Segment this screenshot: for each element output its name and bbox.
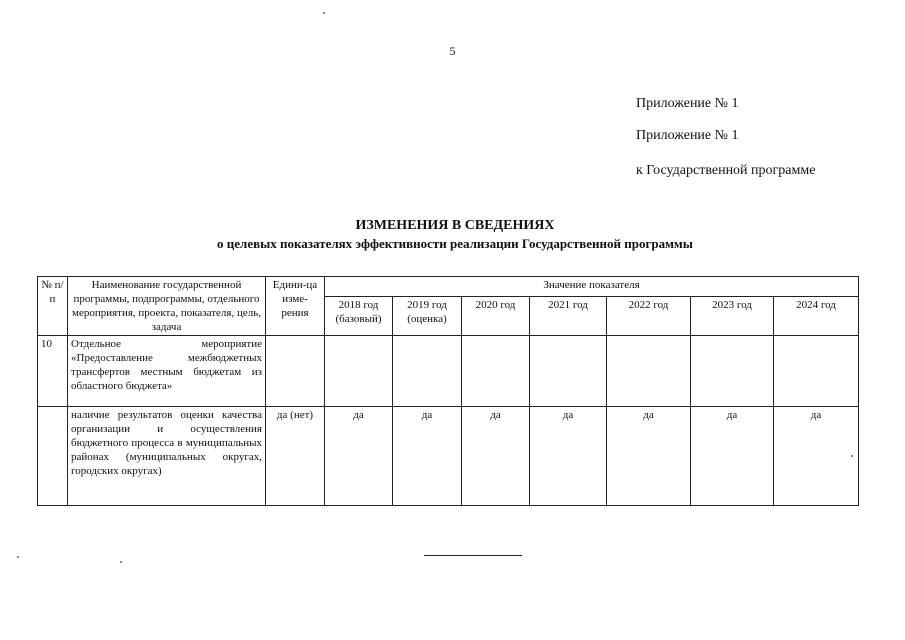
scan-speck xyxy=(851,455,853,457)
row-value xyxy=(691,336,774,407)
row-unit xyxy=(266,336,325,407)
scan-speck xyxy=(323,12,325,14)
row-value: да xyxy=(393,407,462,506)
bottom-rule xyxy=(424,555,522,556)
header-year-2023: 2023 год xyxy=(691,297,774,336)
indicators-table xyxy=(37,276,859,506)
row-value xyxy=(774,336,859,407)
row-value: да xyxy=(774,407,859,506)
row-unit: да (нет) xyxy=(266,407,325,506)
row-value xyxy=(607,336,691,407)
row-value: да xyxy=(691,407,774,506)
page-number: 5 xyxy=(449,44,456,58)
table-row xyxy=(38,407,859,506)
row-name: Отдельное мероприятие «Предоставление межбюджетных трансфертов местным бюджетам из областного бюджета» xyxy=(68,336,266,407)
header-unit: Едини-ца изме-рения xyxy=(266,277,325,336)
header-name: Наименование государственной программы, подпрограммы, отдельного мероприятия, проекта, показателя, цель, задача xyxy=(68,277,266,336)
row-num xyxy=(38,407,68,506)
header-num: № п/п xyxy=(38,277,68,336)
appendix-line-3: к Государственной программе xyxy=(636,163,816,178)
row-value: да xyxy=(462,407,530,506)
header-year-2024: 2024 год xyxy=(774,297,859,336)
appendix-line-1: Приложение № 1 xyxy=(636,96,739,111)
header-year-2022: 2022 год xyxy=(607,297,691,336)
document-subtitle: о целевых показателях эффективности реализации Государственной программы xyxy=(217,236,693,251)
header-year-2018: 2018 год (базовый) xyxy=(325,297,393,336)
row-value: да xyxy=(530,407,607,506)
header-year-2020: 2020 год xyxy=(462,297,530,336)
row-num: 10 xyxy=(38,336,68,407)
row-value: да xyxy=(325,407,393,506)
document-title: ИЗМЕНЕНИЯ В СВЕДЕНИЯХ xyxy=(355,218,555,233)
scan-speck xyxy=(17,556,19,558)
header-year-2019: 2019 год (оценка) xyxy=(393,297,462,336)
row-value xyxy=(462,336,530,407)
row-value: да xyxy=(607,407,691,506)
header-value-group: Значение показателя xyxy=(325,277,859,297)
row-value xyxy=(325,336,393,407)
row-name: наличие результатов оценки качества организации и осуществления бюджетного процесса в муниципальных районах (муниципальных округах, городских округах) xyxy=(68,407,266,506)
appendix-line-2: Приложение № 1 xyxy=(636,128,739,143)
row-value xyxy=(393,336,462,407)
table-row xyxy=(38,336,859,407)
header-year-2021: 2021 год xyxy=(530,297,607,336)
row-value xyxy=(530,336,607,407)
scan-speck xyxy=(120,561,122,563)
